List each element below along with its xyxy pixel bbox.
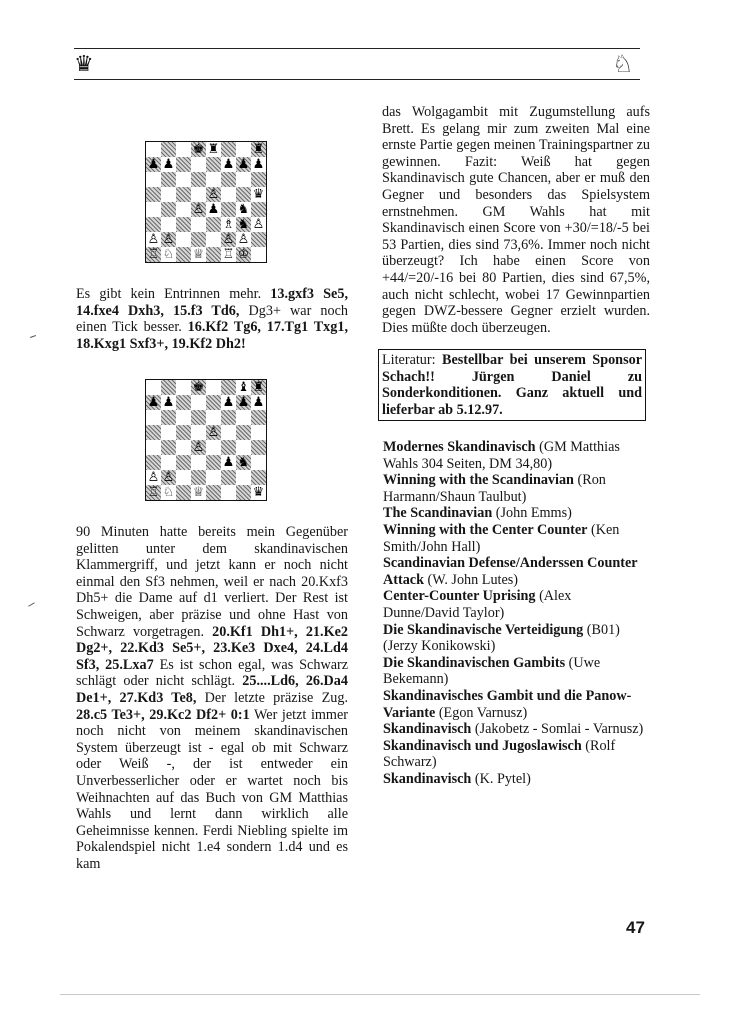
board-square (221, 142, 236, 157)
chess-moves: 13.gxf3 Se5, 14.fxe4 Dxh3, 15.f3 Td6, (76, 286, 348, 319)
board-square (161, 142, 176, 157)
board-square (206, 395, 221, 410)
board-square (236, 142, 251, 157)
book-entry (383, 555, 651, 588)
board-square (161, 455, 176, 470)
book-author: (B01) (Jerzy Konikowski) (383, 621, 620, 655)
board-square (161, 440, 176, 455)
board-square (191, 410, 206, 425)
board-square (146, 247, 161, 262)
chess-piece: ♔ (237, 247, 250, 262)
chess-piece: ♟ (147, 395, 160, 410)
header-rule-top (74, 48, 640, 49)
board-square (236, 157, 251, 172)
book-title: Die Skandinavischen Gambits (383, 654, 566, 671)
chess-piece: ♟ (237, 395, 250, 410)
board-square (146, 157, 161, 172)
chess-piece: ♙ (222, 232, 235, 247)
book-title: Scandinavian Defense/Anderssen Counter Attack (383, 555, 638, 588)
board-square (206, 172, 221, 187)
board-square (191, 187, 206, 202)
chess-piece: ♙ (207, 425, 220, 440)
board-square (221, 172, 236, 187)
chess-diagram-1 (145, 141, 267, 263)
book-entry (383, 472, 651, 505)
chess-piece: ♛ (252, 485, 265, 500)
book-title: Center-Counter Uprising (383, 588, 536, 605)
board-square (191, 455, 206, 470)
left-column-upper (76, 286, 348, 352)
board-square (206, 157, 221, 172)
board-square (191, 157, 206, 172)
chess-piece: ♜ (207, 142, 220, 157)
knight-icon: ♘ (612, 50, 634, 78)
board-square (251, 157, 266, 172)
board-square (146, 380, 161, 395)
board-square (176, 202, 191, 217)
board-square (206, 410, 221, 425)
chess-piece: ♙ (162, 470, 175, 485)
board-square (251, 425, 266, 440)
board-square (161, 380, 176, 395)
book-title: Winning with the Center Counter (383, 521, 588, 538)
board-square (251, 395, 266, 410)
board-square (221, 202, 236, 217)
board-square (221, 440, 236, 455)
book-title: Skandinavisch und Jugoslawisch (383, 737, 582, 754)
board-square (146, 232, 161, 247)
board-square (161, 425, 176, 440)
board-square (176, 485, 191, 500)
board-square (146, 202, 161, 217)
board-square (191, 217, 206, 232)
chess-piece: ♖ (147, 247, 160, 262)
book-entry (383, 439, 651, 472)
board-square (191, 395, 206, 410)
board-square (161, 172, 176, 187)
literature-offer: Bestellbar bei unserem Sponsor Schach!! Jürgen Daniel zu Sonderkonditionen. Ganz aktuell und lieferbar ab 5.12.97. (382, 352, 642, 418)
chess-piece: ♚ (192, 380, 205, 395)
board-square (176, 172, 191, 187)
chess-piece: ♞ (237, 217, 250, 232)
chess-piece: ♟ (147, 157, 160, 172)
board-square (146, 142, 161, 157)
chess-piece: ♞ (237, 455, 250, 470)
commentary-text: Dg3+ war noch einen Tick besser. (76, 302, 349, 336)
board-square (161, 395, 176, 410)
board-square (161, 217, 176, 232)
board-square (176, 380, 191, 395)
chess-piece: ♟ (222, 455, 235, 470)
board-square (221, 410, 236, 425)
chess-moves: 20.Kf1 Dh1+, 21.Ke2 Dg2+, 22.Kd3 Se5+, 23.Ke3 Dxe4, 24.Ld4 Sf3, 25.Lxa7 (76, 623, 348, 673)
board-square (236, 202, 251, 217)
book-author: (K. Pytel) (471, 770, 531, 787)
board-square (206, 232, 221, 247)
board-square (251, 202, 266, 217)
board-square (251, 440, 266, 455)
board-square (221, 187, 236, 202)
chess-piece: ♝ (237, 380, 250, 395)
commentary-text: 90 Minuten hatte bereits mein Gegenüber gelitten unter dem skandinavischen Klammergriff, und jetzt kann er noch nicht einmal den Sf3 nehmen, weil er nach 20.Kxf3 Dh5+ die Dame auf d1 verliert. Der Rest ist Schweigen, aber präzise und ohne Hast von Schwarz vorgetragen. (76, 524, 348, 640)
commentary-text: Es ist schon egal, was Schwarz schlägt oder nicht schlägt. (76, 656, 349, 690)
book-author: (GM Matthias Wahls 304 Seiten, DM 34,80) (383, 439, 620, 472)
board-square (161, 470, 176, 485)
game-commentary-2 (76, 524, 348, 872)
book-author: (Uwe Bekemann) (383, 654, 601, 688)
board-square (146, 187, 161, 202)
board-square (251, 232, 266, 247)
chess-piece: ♖ (147, 485, 160, 500)
chess-piece: ♟ (252, 395, 265, 410)
board-square (191, 172, 206, 187)
literature-prefix: Literatur: (382, 352, 442, 368)
board-square (206, 425, 221, 440)
chess-moves: 28.c5 Te3+, 29.Kc2 Df2+ 0:1 (76, 706, 250, 723)
board-square (176, 232, 191, 247)
book-title: Modernes Skandinavisch (383, 439, 536, 455)
board-square (251, 380, 266, 395)
book-entry (383, 721, 651, 738)
book-title: The Scandinavian (383, 505, 493, 522)
book-list (383, 439, 651, 787)
board-square (206, 455, 221, 470)
board-square (251, 485, 266, 500)
chess-piece: ♞ (237, 202, 250, 217)
chess-piece: ♕ (192, 485, 205, 500)
chess-piece: ♙ (147, 232, 160, 247)
chess-piece: ♙ (237, 232, 250, 247)
board-square (251, 142, 266, 157)
book-title: Skandinavisch (383, 770, 472, 787)
book-entry (383, 505, 651, 522)
book-title: Winning with the Scandinavian (383, 472, 574, 489)
board-square (146, 410, 161, 425)
board-square (176, 187, 191, 202)
board-square (161, 485, 176, 500)
board-square (221, 470, 236, 485)
board-square (251, 410, 266, 425)
book-author: (Jakobetz - Somlai - Varnusz) (471, 721, 644, 738)
board-square (206, 470, 221, 485)
chess-piece: ♟ (222, 157, 235, 172)
board-square (161, 187, 176, 202)
board-square (146, 172, 161, 187)
board-square (206, 187, 221, 202)
board-square (191, 247, 206, 262)
board-square (236, 485, 251, 500)
book-entry (383, 588, 651, 621)
conclusion-paragraph: das Wolgagambit mit Zugumstellung aufs Brett. Es gelang mir zum zweiten Mal eine ernste Partie gegen meinen Trainingspartner zu gewinnen. Fazit: Weiß hat gegen Skandinavisch gute Chancen, aber er muß den Gegner und besonders das Spielsystem ernstnehmen. GM Wahls hat mit Skandinavisch einen Score von +30/=18/-5 bei 53 Partien, dies sind 73,6%. Immer noch nicht überzeugt? Ich habe einen Score von +44/=20/-16 bei 80 Partien, dies sind 67,5%, auch nicht schlecht, wobei 17 Gewinnpartien gegen DWZ-bessere Gegner erzielt wurden. Dies müßte doch überzeugen. (382, 104, 650, 336)
left-column-lower (76, 524, 348, 872)
chess-piece: ♛ (252, 187, 265, 202)
board-square (221, 425, 236, 440)
chess-moves: 25....Ld6, 26.Da4 De1+, 27.Kd3 Te8, (76, 673, 348, 706)
board-square (251, 247, 266, 262)
board-square (206, 485, 221, 500)
board-square (221, 380, 236, 395)
book-entry (383, 655, 651, 688)
game-commentary-1 (76, 286, 348, 352)
book-author: (Rolf Schwarz) (383, 737, 616, 771)
board-square (146, 217, 161, 232)
chess-piece: ♚ (192, 142, 205, 157)
board-square (146, 440, 161, 455)
board-square (191, 232, 206, 247)
board-square (146, 470, 161, 485)
book-author: (Ron Harmann/Shaun Taulbut) (383, 472, 606, 505)
commentary-text: Wer jetzt immer noch nicht von meinem skandinavischen System überzeugt ist - egal ob mit Schwarz oder Weiß -, der ist entweder ein Unverbesserlicher oder er wartet noch bis Weihnachten auf das Buch von GM Matthias Wahls und lernt dann wirklich alle Geheimnisse kennen. Ferdi Niebling spielte im Pokalendspiel nicht 1.e4 sondern 1.d4 und es kam (76, 706, 348, 872)
board-square (176, 395, 191, 410)
page-number: 47 (626, 918, 645, 937)
board-square (176, 425, 191, 440)
board-square (206, 380, 221, 395)
board-square (176, 217, 191, 232)
board-square (176, 157, 191, 172)
book-author: (John Emms) (492, 505, 572, 522)
board-square (236, 440, 251, 455)
chess-piece: ♜ (252, 380, 265, 395)
chess-piece: ♟ (162, 157, 175, 172)
board-square (221, 395, 236, 410)
board-square (206, 202, 221, 217)
commentary-text: Es gibt kein Entrinnen mehr. (76, 286, 271, 302)
board-square (191, 202, 206, 217)
board-square (161, 410, 176, 425)
board-square (146, 425, 161, 440)
commentary-text: Der letzte präzise Zug. (196, 689, 348, 706)
board-square (206, 247, 221, 262)
chess-piece: ♜ (252, 142, 265, 157)
board-square (221, 157, 236, 172)
board-square (191, 485, 206, 500)
header-rule-bottom (74, 79, 640, 80)
scan-edge (60, 994, 700, 995)
board-square (251, 217, 266, 232)
board-square (191, 425, 206, 440)
board-square (161, 202, 176, 217)
chess-piece: ♟ (207, 202, 220, 217)
board-square (176, 440, 191, 455)
board-square (221, 455, 236, 470)
board-square (221, 485, 236, 500)
chess-piece: ♟ (252, 157, 265, 172)
book-entry (383, 522, 651, 555)
board-square (251, 187, 266, 202)
board-square (236, 187, 251, 202)
board-square (161, 157, 176, 172)
board-square (146, 395, 161, 410)
board-square (161, 232, 176, 247)
board-square (236, 395, 251, 410)
right-column-upper (382, 104, 650, 336)
chess-piece: ♘ (162, 485, 175, 500)
chess-piece: ♙ (252, 217, 265, 232)
chess-piece: ♕ (192, 247, 205, 262)
book-author: (W. John Lutes) (423, 571, 519, 588)
board-square (251, 455, 266, 470)
book-author: (Egon Varnusz) (435, 704, 528, 721)
chess-piece: ♙ (147, 470, 160, 485)
book-entry (383, 688, 651, 721)
board-square (236, 425, 251, 440)
book-entry (383, 738, 651, 771)
board-square (236, 380, 251, 395)
board-square (191, 142, 206, 157)
board-square (176, 410, 191, 425)
board-square (221, 247, 236, 262)
chess-diagram-2 (145, 379, 267, 501)
board-square (236, 410, 251, 425)
board-square (146, 485, 161, 500)
board-square (176, 142, 191, 157)
book-title: Skandinavisches Gambit und die Panow-Variante (383, 687, 632, 721)
board-square (176, 455, 191, 470)
board-square (191, 470, 206, 485)
chess-piece: ♖ (222, 247, 235, 262)
board-square (206, 142, 221, 157)
board-square (236, 455, 251, 470)
book-entry (383, 622, 651, 655)
chess-piece: ♙ (192, 440, 205, 455)
chess-piece: ♙ (192, 202, 205, 217)
board-square (236, 217, 251, 232)
board-square (236, 247, 251, 262)
board-square (176, 470, 191, 485)
board-square (221, 232, 236, 247)
literature-box (378, 349, 646, 421)
board-square (176, 247, 191, 262)
board-square (236, 470, 251, 485)
board-square (146, 455, 161, 470)
chess-piece: ♟ (237, 157, 250, 172)
book-entry (383, 771, 651, 788)
scan-mark (30, 335, 36, 338)
chess-piece: ♟ (162, 395, 175, 410)
board-square (206, 217, 221, 232)
chess-piece: ♙ (207, 187, 220, 202)
chess-piece: ♟ (222, 395, 235, 410)
book-author: (Alex Dunne/David Taylor) (383, 588, 572, 621)
chess-moves: 16.Kf2 Tg6, 17.Tg1 Txg1, 18.Kxg1 Sxf3+, 19.Kf2 Dh2! (76, 319, 349, 352)
book-author: (Ken Smith/John Hall) (383, 521, 620, 555)
book-title: Die Skandinavische Verteidigung (383, 621, 584, 638)
board-square (206, 440, 221, 455)
queen-icon: ♛ (74, 52, 94, 77)
scan-mark (28, 602, 35, 606)
board-square (221, 217, 236, 232)
board-square (191, 440, 206, 455)
board-square (161, 247, 176, 262)
chess-piece: ♙ (162, 232, 175, 247)
board-square (251, 172, 266, 187)
board-square (191, 380, 206, 395)
board-square (236, 172, 251, 187)
board-square (251, 470, 266, 485)
chess-piece: ♘ (162, 247, 175, 262)
board-square (236, 232, 251, 247)
chess-piece: ♗ (222, 217, 235, 232)
book-title: Skandinavisch (383, 721, 472, 738)
